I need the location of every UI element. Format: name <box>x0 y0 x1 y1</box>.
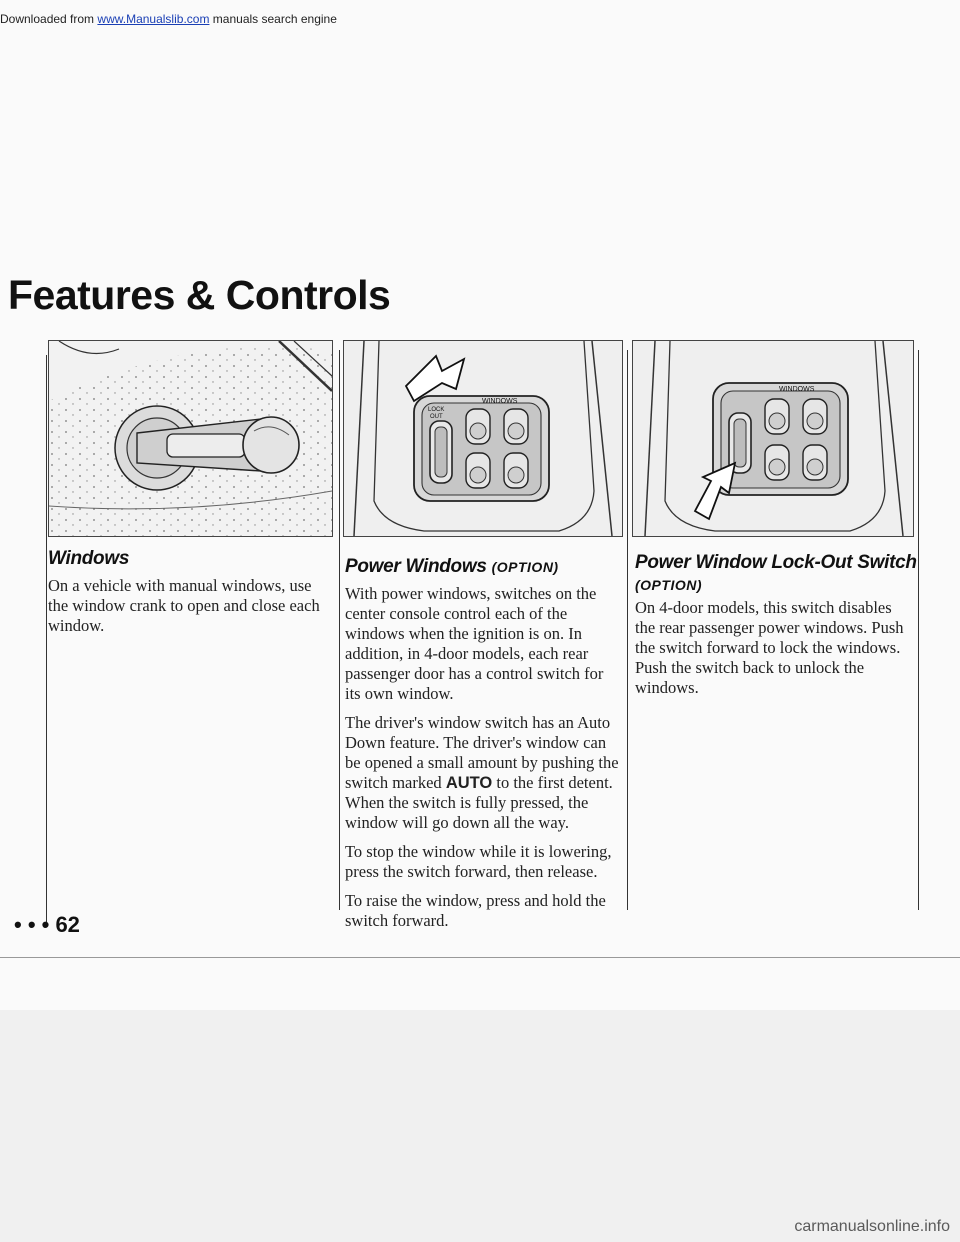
power-windows-paragraph-2: The driver's window switch has an Auto Down feature. The driver's window can be opened a small amount by pushing the switch marked AUTO to the first detent. When the switch is fully pressed, the window will go down all the way. <box>345 713 619 832</box>
bottom-rule <box>0 957 960 958</box>
power-windows-paragraph-3: To stop the window while it is lowering, press the switch forward, then release. <box>345 842 612 881</box>
auto-keyword: AUTO <box>445 774 493 792</box>
lockout-paragraph-1: On 4-door models, this switch disables the rear passenger power windows. Push the switch forward to lock the windows. Push the switch back to unlock the windows. <box>635 598 904 697</box>
column-rule-mid-1 <box>339 350 340 910</box>
column-rule-right <box>918 350 919 910</box>
watermark: carmanualsonline.info <box>794 1218 950 1235</box>
power-windows-paragraph-4: To raise the window, press and hold the switch forward. <box>345 891 606 930</box>
windows-paragraph-1: On a vehicle with manual windows, use the window crank to open and close each window. <box>48 576 320 635</box>
power-windows-title: Power Windows <box>345 556 487 577</box>
power-windows-paragraph-1: With power windows, switches on the center console control each of the windows when the ignition is on. In addition, in 4-door models, each rear passenger door has a control switch for its own window. <box>345 584 604 703</box>
window-crank-illustration <box>48 340 333 537</box>
lock-console-label: LOCK <box>428 407 445 413</box>
lockout-switch-option: (OPTION) <box>635 577 702 593</box>
power-windows-body <box>345 584 620 940</box>
lockout-switch-heading: Power Window Lock-Out Switch <box>635 552 917 573</box>
power-window-console-illustration <box>343 340 623 537</box>
out-console-label: OUT <box>430 414 443 420</box>
power-windows-option: (OPTION) <box>491 559 559 575</box>
download-header <box>0 12 337 26</box>
page-title: Features & Controls <box>8 272 391 318</box>
manualslib-link[interactable]: www.Manualslib.com <box>97 12 210 26</box>
column-rule-left <box>46 355 47 925</box>
windows-console-label-2: WINDOWS <box>779 386 815 393</box>
lockout-switch-illustration <box>632 340 914 537</box>
power-windows-heading <box>345 556 559 578</box>
windows-heading: Windows <box>48 548 130 569</box>
windows-body <box>48 576 323 645</box>
footer-band <box>0 1010 960 1242</box>
windows-console-label: WINDOWS <box>482 398 518 405</box>
header-prefix: Downloaded from <box>0 12 95 26</box>
lockout-switch-body <box>635 598 910 707</box>
column-rule-mid-2 <box>627 350 628 910</box>
header-suffix: manuals search engine <box>212 12 337 26</box>
page-number: • • • 62 <box>14 912 80 937</box>
